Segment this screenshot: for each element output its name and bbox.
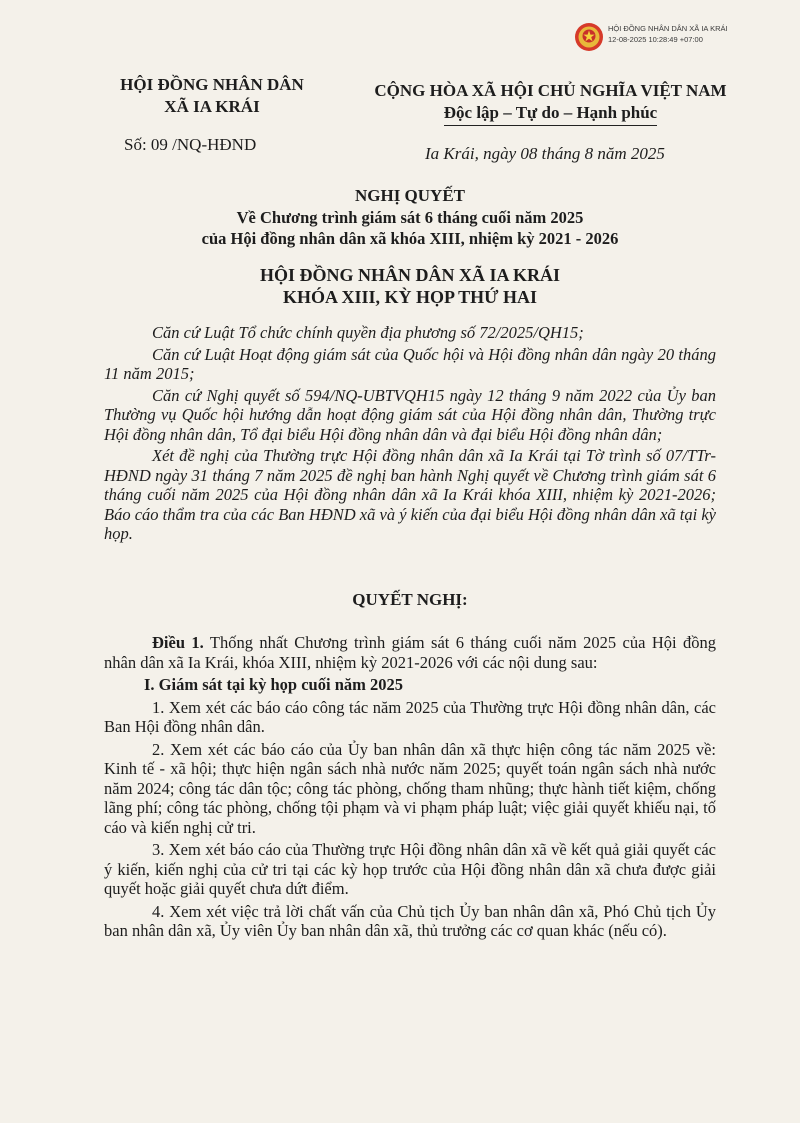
article-item: 1. Xem xét các báo cáo công tác năm 2025 của Thường trực Hội đồng nhân dân, các Ban Hội đồng nhân dân. bbox=[104, 697, 716, 736]
article-item: 3. Xem xét báo cáo của Thường trực Hội đồng nhân dân xã về kết quả giải quyết các ý kiến, kiến nghị của cử tri tại các kỳ họp trước của Hội đồng nhân dân xã chưa được giải quyết hoặc giải quyết chưa dứt điểm. bbox=[104, 840, 716, 898]
document-type: NGHỊ QUYẾT bbox=[354, 186, 466, 205]
authority-line1: HỘI ĐỒNG NHÂN DÂN XÃ IA KRÁI bbox=[259, 265, 560, 285]
article-1-intro bbox=[104, 633, 716, 672]
org-line1: HỘI ĐỒNG NHÂN DÂN bbox=[120, 75, 304, 94]
article-item: 4. Xem xét việc trả lời chất vấn của Chủ tịch Ủy ban nhân dân xã, Phó Chủ tịch Ủy ban nhân dân xã, Ủy viên Ủy ban nhân dân xã, thủ trưởng các cơ quan khác (nếu có). bbox=[104, 901, 716, 940]
org-line2: XÃ IA KRÁI bbox=[164, 97, 260, 116]
signature-timestamp: 12-08-2025 10:28:49 +07:00 bbox=[608, 35, 703, 44]
article-text: Thống nhất Chương trình giám sát 6 tháng cuối năm 2025 của Hội đồng nhân dân xã Ia Krái, khóa XIII, nhiệm kỳ 2021-2026 với các nội dung sau: bbox=[104, 633, 717, 672]
article-item: 2. Xem xét các báo cáo của Ủy ban nhân dân xã thực hiện công tác năm 2025 về: Kinh tế - xã hội; thực hiện ngân sách nhà nước năm 2025; quyết toán ngân sách nhà nước năm 2024; công tác dân tộc; công tác phòng, chống tham nhũng; thực hành tiết kiệm, chống lãng phí; công tác phòng, chống tội phạm và vi phạm pháp luật; việc giải quyết khiếu nại, tố cáo và kiến nghị cử tri. bbox=[104, 739, 716, 837]
subject-line1: Về Chương trình giám sát 6 tháng cuối năm 2025 bbox=[236, 208, 584, 227]
article-1 bbox=[104, 633, 716, 944]
basis-paragraph: Căn cứ Luật Hoạt động giám sát của Quốc hội và Hội đồng nhân dân ngày 20 tháng 11 năm 2015; bbox=[104, 344, 716, 383]
nation-name: CỘNG HÒA XÃ HỘI CHỦ NGHĨA VIỆT NAM bbox=[374, 81, 727, 100]
issue-date: Ia Krái, ngày 08 tháng 8 năm 2025 bbox=[425, 144, 665, 163]
issuing-organization bbox=[112, 74, 312, 118]
basis-paragraph: Căn cứ Nghị quyết số 594/NQ-UBTVQH15 ngày 12 tháng 9 năm 2022 của Ủy ban Thường vụ Quốc hội hướng dẫn hoạt động giám sát của Hội đồng nhân dân, Thường trực Hội đồng nhân dân, Tổ đại biểu Hội đồng nhân dân và đại biểu Hội đồng nhân dân; bbox=[104, 385, 716, 444]
document-subject bbox=[100, 207, 720, 249]
national-motto: Độc lập – Tự do – Hạnh phúc bbox=[444, 102, 657, 126]
legal-basis bbox=[104, 323, 716, 546]
digital-signature bbox=[608, 23, 728, 45]
national-header bbox=[358, 80, 743, 126]
authority-line2: KHÓA XIII, KỲ HỌP THỨ HAI bbox=[282, 287, 538, 307]
article-label: Điều 1. bbox=[152, 633, 204, 652]
decision-heading: QUYẾT NGHỊ: bbox=[352, 590, 468, 609]
signature-signer: HỘI ĐỒNG NHÂN DÂN XÃ IA KRÁI bbox=[608, 24, 728, 33]
document-number: Số: 09 /NQ-HĐND bbox=[124, 135, 257, 154]
national-emblem-icon bbox=[574, 22, 604, 52]
issuing-authority bbox=[100, 264, 720, 308]
basis-paragraph: Xét đề nghị của Thường trực Hội đồng nhân dân xã Ia Krái tại Tờ trình số 07/TTr-HĐND ngày 31 tháng 7 năm 2025 đề nghị ban hành Nghị quyết về Chương trình giám sát 6 tháng cuối năm 2025 của Hội đồng nhân dân xã Ia Krái khóa XIII, nhiệm kỳ 2021-2026; Báo cáo thẩm tra của các Ban HĐND xã và ý kiến của đại biểu Hội đồng nhân dân xã tại kỳ họp. bbox=[104, 446, 716, 543]
basis-paragraph: Căn cứ Luật Tổ chức chính quyền địa phương số 72/2025/QH15; bbox=[152, 323, 584, 342]
section-title: I. Giám sát tại kỳ họp cuối năm 2025 bbox=[144, 675, 403, 694]
subject-line2: của Hội đồng nhân dân xã khóa XIII, nhiệm kỳ 2021 - 2026 bbox=[201, 229, 619, 248]
